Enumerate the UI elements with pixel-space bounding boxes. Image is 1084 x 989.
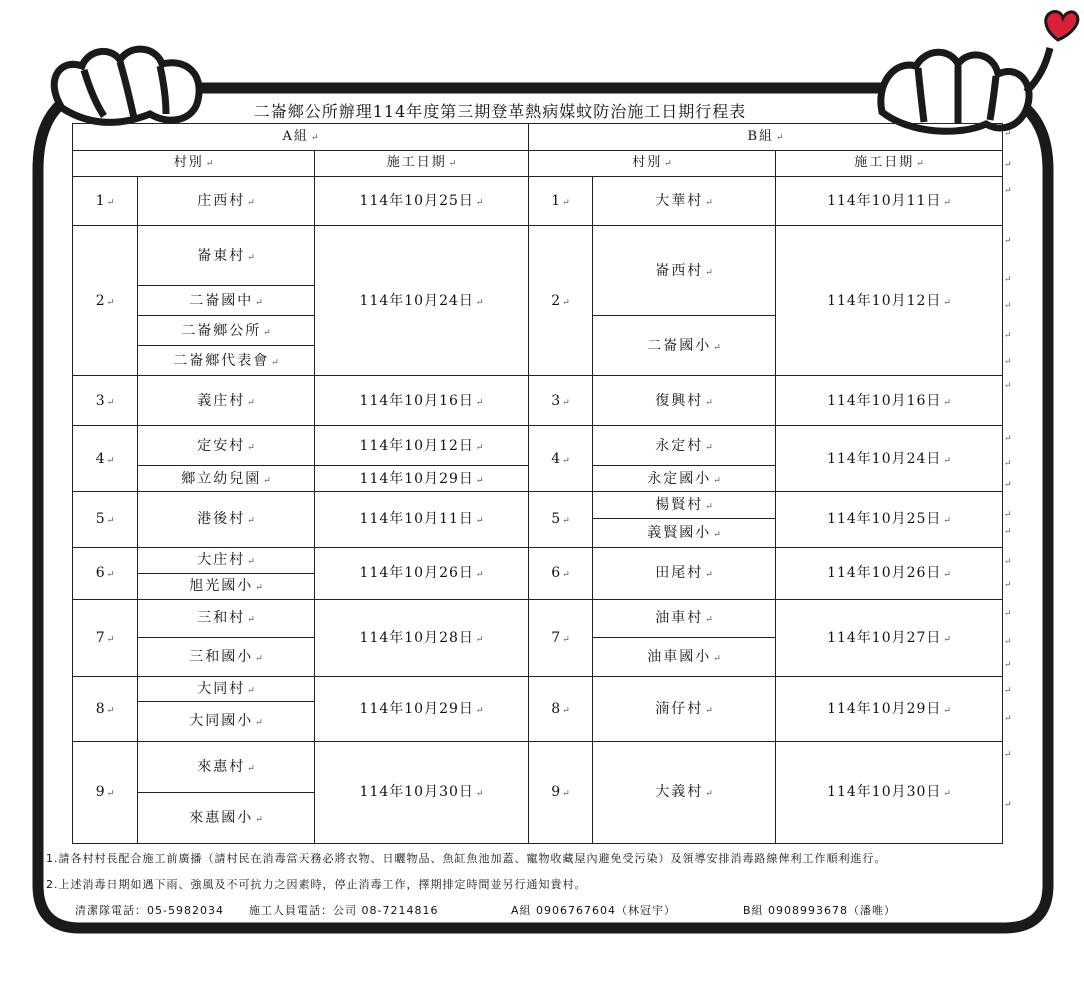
a-date-cell-text: 114年10月29日 — [359, 470, 474, 487]
paragraph-mark-icon: ↵ — [255, 718, 263, 729]
b-date-cell — [776, 226, 1003, 376]
a-row-number-text: 7 — [95, 629, 105, 646]
b-village-cell-text: 湳仔村 — [655, 700, 704, 717]
paragraph-mark-icon: ↵ — [106, 634, 115, 645]
note-2: 2.上述消毒日期如遇下雨、強風及不可抗力之因素時，停止消毒工作，擇期排定時間並另行通知貴村。 — [46, 878, 587, 891]
paragraph-mark-icon: ↵ — [247, 252, 255, 263]
a-village-cell-text: 義庄村 — [197, 392, 246, 409]
note-1: 1.請各村村長配合施工前廣播（請村民在消毒當天務必將衣物、日曬物品、魚缸魚池加蓋、寵物收藏屋內避免受污染）及領導安排消毒路線俾利工作順利進行。 — [46, 852, 887, 865]
a-date-cell-text: 114年10月16日 — [359, 392, 474, 409]
paragraph-mark-icon: ↵ — [106, 789, 115, 800]
right-hand-icon — [881, 48, 1050, 131]
b-row-number-text: 4 — [551, 450, 561, 467]
a-date-cell-text: 114年10月26日 — [359, 564, 474, 581]
paragraph-mark-icon: ↵ — [247, 397, 255, 408]
b-row-number-text: 8 — [551, 700, 561, 717]
paragraph-mark-icon: ↵ — [943, 297, 951, 308]
b-village-cell — [593, 637, 776, 676]
a-date-cell-text: 114年10月12日 — [359, 437, 474, 454]
b-date-cell-text: 114年10月25日 — [827, 511, 942, 528]
a-village-cell-text: 二崙鄉代表會 — [173, 352, 270, 369]
paragraph-mark-icon: ↵ — [1004, 275, 1012, 285]
paragraph-mark-icon: ↵ — [271, 357, 279, 368]
b-village-cell-text: 義賢國小 — [647, 524, 712, 541]
schedule-table — [72, 123, 1003, 844]
crew-phone: 施工人員電話：公司 08-7214816 — [249, 904, 439, 917]
b-date-cell — [776, 492, 1003, 547]
paragraph-mark-icon: ↵ — [1004, 236, 1012, 246]
paragraph-mark-icon: ↵ — [705, 569, 713, 580]
a-village-cell-text: 大同村 — [197, 680, 246, 697]
paragraph-mark-icon: ↵ — [943, 516, 951, 527]
b-village-cell — [593, 492, 776, 519]
table-row — [73, 226, 1003, 286]
paragraph-mark-icon: ↵ — [475, 789, 484, 800]
a-village-cell-text: 庄西村 — [197, 193, 246, 210]
a-village-cell-text: 三和村 — [197, 610, 246, 627]
a-date-cell-text: 114年10月28日 — [359, 629, 474, 646]
table-row — [73, 492, 1003, 519]
a-village-cell-text: 鄉立幼兒園 — [181, 470, 262, 487]
b-date-cell-text: 114年10月30日 — [827, 784, 942, 801]
a-village-cell-text: 二崙國中 — [189, 292, 254, 309]
a-village-cell — [138, 637, 315, 676]
b-village-cell — [593, 376, 776, 426]
paragraph-mark-icon: ↵ — [475, 297, 484, 308]
paragraph-mark-icon: ↵ — [247, 516, 255, 527]
paragraph-mark-icon: ↵ — [247, 442, 255, 453]
cleaning-team-phone: 清潔隊電話：05-5982034 — [75, 904, 224, 917]
a-row-number — [73, 492, 138, 547]
paragraph-mark-icon: ↵ — [1004, 480, 1012, 490]
table-row — [73, 741, 1003, 792]
paragraph-mark-icon: ↵ — [943, 634, 951, 645]
paragraph-mark-icon: ↵ — [713, 529, 721, 540]
b-village-cell-text: 楊賢村 — [655, 497, 704, 514]
heart-icon — [1046, 11, 1078, 40]
b-village-cell — [593, 177, 776, 226]
paragraph-mark-icon: ↵ — [106, 705, 115, 716]
a-row-number — [73, 676, 138, 741]
paragraph-mark-icon: ↵ — [475, 397, 484, 408]
b-date-cell — [776, 426, 1003, 492]
a-row-number-text: 8 — [95, 700, 105, 717]
paragraph-mark-icon: ↵ — [106, 455, 115, 466]
a-row-number — [73, 426, 138, 492]
paragraph-mark-icon: ↵ — [1004, 357, 1012, 367]
group-b-header: B組 ↵ — [529, 124, 1003, 151]
a-village-cell — [138, 376, 315, 426]
paragraph-mark-icon: ↵ — [255, 297, 263, 308]
paragraph-mark-icon: ↵ — [562, 569, 570, 580]
a-date-cell — [315, 492, 529, 547]
paragraph-mark-icon: ↵ — [705, 397, 713, 408]
a-row-number — [73, 547, 138, 599]
paragraph-mark-icon: ↵ — [713, 342, 721, 353]
a-village-cell-text: 來惠國小 — [189, 809, 254, 826]
b-row-number — [529, 547, 593, 599]
table-row — [73, 426, 1003, 466]
paragraph-mark-icon: ↵ — [943, 455, 951, 466]
a-village-cell — [138, 676, 315, 701]
a-village-cell — [138, 316, 315, 346]
b-date-cell — [776, 547, 1003, 599]
a-village-cell-text: 來惠村 — [197, 758, 246, 775]
a-village-cell — [138, 466, 315, 492]
a-row-number — [73, 376, 138, 426]
paragraph-mark-icon: ↵ — [562, 297, 570, 308]
paragraph-mark-icon: ↵ — [1004, 381, 1012, 391]
b-row-number-text: 6 — [551, 564, 561, 581]
paragraph-mark-icon: ↵ — [705, 198, 713, 209]
b-date-cell-text: 114年10月29日 — [827, 700, 942, 717]
b-village-cell-text: 永定國小 — [647, 470, 712, 487]
paragraph-mark-icon: ↵ — [1004, 714, 1012, 724]
paragraph-mark-icon: ↵ — [705, 789, 713, 800]
b-date-cell-text: 114年10月12日 — [827, 292, 942, 309]
paragraph-mark-icon: ↵ — [705, 502, 713, 513]
b-row-number-text: 1 — [551, 193, 561, 210]
b-row-number — [529, 741, 593, 843]
b-row-number-text: 2 — [551, 292, 561, 309]
b-row-number — [529, 492, 593, 547]
paragraph-mark-icon: ↵ — [943, 705, 951, 716]
group-header-row — [73, 124, 1003, 151]
a-village-cell-text: 大庄村 — [197, 551, 246, 568]
b-date-cell — [776, 599, 1003, 676]
a-row-number — [73, 599, 138, 676]
a-village-cell-text: 港後村 — [197, 511, 246, 528]
a-village-cell — [138, 573, 315, 599]
a-village-cell — [138, 426, 315, 466]
b-village-cell-text: 田尾村 — [655, 564, 704, 581]
a-village-cell — [138, 177, 315, 226]
paragraph-mark-icon: ↵ — [1004, 660, 1012, 670]
a-date-cell-text: 114年10月25日 — [359, 193, 474, 210]
a-village-cell — [138, 599, 315, 637]
table-row — [73, 177, 1003, 226]
paragraph-mark-icon: ↵ — [713, 653, 721, 664]
paragraph-mark-icon: ↵ — [1004, 686, 1012, 696]
b-village-cell — [593, 741, 776, 843]
paragraph-mark-icon: ↵ — [475, 705, 484, 716]
paragraph-mark-icon: ↵ — [106, 397, 115, 408]
paragraph-mark-icon: ↵ — [1004, 557, 1012, 567]
b-village-cell-text: 崙西村 — [655, 262, 704, 279]
paragraph-mark-icon: ↵ — [562, 516, 570, 527]
a-village-cell — [138, 226, 315, 286]
a-village-cell — [138, 492, 315, 547]
a-village-cell — [138, 741, 315, 792]
paragraph-mark-icon: ↵ — [106, 569, 115, 580]
paragraph-mark-icon: ↵ — [562, 705, 570, 716]
paragraph-mark-icon: ↵ — [562, 634, 570, 645]
paragraph-mark-icon: ↵ — [1004, 129, 1012, 139]
paragraph-mark-icon: ↵ — [247, 615, 255, 626]
a-row-number-text: 6 — [95, 564, 105, 581]
b-village-cell — [593, 226, 776, 316]
column-header-row — [73, 151, 1003, 177]
paragraph-mark-icon: ↵ — [562, 455, 570, 466]
a-village-cell-text: 二崙鄉公所 — [181, 322, 262, 339]
paragraph-mark-icon: ↵ — [247, 763, 255, 774]
paragraph-mark-icon: ↵ — [1004, 527, 1012, 537]
paragraph-mark-icon: ↵ — [475, 634, 484, 645]
paragraph-mark-icon: ↵ — [1004, 609, 1012, 619]
page-title: 二崙鄉公所辦理114年度第三期登革熱病媒蚊防治施工日期行程表 — [253, 102, 747, 121]
a-date-cell — [315, 177, 529, 226]
paragraph-mark-icon: ↵ — [263, 475, 271, 486]
b-date-cell — [776, 376, 1003, 426]
paragraph-mark-icon: ↵ — [943, 198, 951, 209]
a-row-number — [73, 741, 138, 843]
paragraph-mark-icon: ↵ — [943, 789, 951, 800]
paragraph-mark-icon: ↵ — [475, 198, 484, 209]
paragraph-mark-icon: ↵ — [106, 516, 115, 527]
a-village-cell-text: 崙東村 — [197, 247, 246, 264]
a-village-cell-text: 大同國小 — [189, 713, 254, 730]
paragraph-mark-icon: ↵ — [263, 327, 271, 338]
a-date-cell — [315, 676, 529, 741]
paragraph-mark-icon: ↵ — [475, 569, 484, 580]
b-date-cell — [776, 741, 1003, 843]
a-row-number-text: 9 — [95, 784, 105, 801]
a-date-cell-text: 114年10月29日 — [359, 700, 474, 717]
b-date-cell-text: 114年10月26日 — [827, 564, 942, 581]
a-row-number — [73, 226, 138, 376]
paragraph-mark-icon: ↵ — [247, 198, 255, 209]
a-row-number-text: 1 — [95, 193, 105, 210]
paragraph-mark-icon: ↵ — [106, 198, 115, 209]
a-village-cell — [138, 701, 315, 741]
paragraph-mark-icon: ↵ — [1004, 331, 1012, 341]
a-date-cell — [315, 226, 529, 376]
paragraph-mark-icon: ↵ — [247, 556, 255, 567]
b-row-number-text: 9 — [551, 784, 561, 801]
b-village-cell-text: 復興村 — [655, 392, 704, 409]
a-village-header: 村別 ↵ — [73, 151, 315, 177]
paragraph-mark-icon: ↵ — [1004, 580, 1012, 590]
a-date-cell — [315, 547, 529, 599]
group-a-phone: A組 0906767604（林冠宇） — [511, 904, 677, 917]
b-village-cell — [593, 599, 776, 637]
paragraph-mark-icon: ↵ — [106, 297, 115, 308]
paragraph-mark-icon: ↵ — [705, 705, 713, 716]
paragraph-mark-icon: ↵ — [1004, 301, 1012, 311]
paragraph-mark-icon: ↵ — [1004, 186, 1012, 196]
paragraph-mark-icon: ↵ — [562, 397, 570, 408]
paragraph-mark-icon: ↵ — [255, 814, 263, 825]
b-row-number — [529, 376, 593, 426]
a-village-cell-text: 三和國小 — [189, 648, 254, 665]
b-village-cell — [593, 466, 776, 492]
a-date-cell — [315, 741, 529, 843]
paragraph-mark-icon: ↵ — [255, 583, 263, 593]
paragraph-mark-icon: ↵ — [1004, 637, 1012, 647]
table-row — [73, 376, 1003, 426]
paragraph-mark-icon: ↵ — [1004, 800, 1012, 810]
b-date-cell-text: 114年10月24日 — [827, 450, 942, 467]
table-row — [73, 599, 1003, 637]
a-date-cell — [315, 466, 529, 492]
a-village-cell-text: 定安村 — [197, 437, 246, 454]
paragraph-mark-icon: ↵ — [475, 516, 484, 527]
b-row-number-text: 3 — [551, 392, 561, 409]
b-row-number-text: 5 — [551, 511, 561, 528]
paragraph-mark-icon: ↵ — [1004, 434, 1012, 444]
a-row-number-text: 2 — [95, 292, 105, 309]
b-village-cell-text: 大華村 — [655, 193, 704, 210]
paragraph-mark-icon: ↵ — [475, 475, 484, 486]
a-date-cell-text: 114年10月24日 — [359, 292, 474, 309]
paragraph-mark-icon: ↵ — [1004, 510, 1012, 520]
b-row-number-text: 7 — [551, 629, 561, 646]
a-village-cell — [138, 547, 315, 573]
b-village-cell-text: 大義村 — [655, 784, 704, 801]
b-date-cell-text: 114年10月11日 — [827, 193, 942, 210]
paragraph-mark-icon: ↵ — [475, 442, 484, 453]
paragraph-mark-icon: ↵ — [705, 442, 713, 453]
paragraph-mark-icon: ↵ — [1004, 459, 1012, 469]
a-village-cell — [138, 286, 315, 316]
b-village-cell — [593, 676, 776, 741]
b-village-cell — [593, 316, 776, 376]
b-row-number — [529, 599, 593, 676]
b-row-number — [529, 226, 593, 376]
a-row-number-text: 4 — [95, 450, 105, 467]
a-date-cell-text: 114年10月30日 — [359, 784, 474, 801]
a-row-number-text: 3 — [95, 392, 105, 409]
a-village-cell-text: 旭光國小 — [189, 578, 254, 594]
b-village-cell — [593, 547, 776, 599]
paragraph-mark-icon: ↵ — [247, 685, 255, 696]
b-village-cell-text: 油車國小 — [647, 648, 712, 665]
contact-line — [75, 902, 955, 918]
b-village-cell-text: 二崙國小 — [647, 337, 712, 354]
a-date-header: 施工日期 ↵ — [315, 151, 529, 177]
table-row — [73, 547, 1003, 573]
paragraph-mark-icon: ↵ — [562, 789, 570, 800]
a-date-cell — [315, 599, 529, 676]
table-row — [73, 676, 1003, 701]
group-a-header: A組 ↵ — [73, 124, 529, 151]
paragraph-mark-icon: ↵ — [1004, 750, 1012, 760]
b-date-cell — [776, 177, 1003, 226]
paragraph-mark-icon: ↵ — [255, 653, 263, 664]
a-date-cell — [315, 426, 529, 466]
b-date-cell-text: 114年10月27日 — [827, 629, 942, 646]
paragraph-mark-icon: ↵ — [705, 267, 713, 278]
b-village-cell-text: 永定村 — [655, 437, 704, 454]
b-date-cell — [776, 676, 1003, 741]
b-row-number — [529, 177, 593, 226]
b-village-cell — [593, 519, 776, 547]
paragraph-mark-icon: ↵ — [713, 475, 721, 486]
paragraph-mark-icon: ↵ — [705, 615, 713, 626]
b-village-cell — [593, 426, 776, 466]
a-village-cell — [138, 346, 315, 376]
paragraph-mark-icon: ↵ — [943, 397, 951, 408]
b-date-cell-text: 114年10月16日 — [827, 392, 942, 409]
b-village-cell-text: 油車村 — [655, 610, 704, 627]
b-row-number — [529, 426, 593, 492]
a-date-cell — [315, 376, 529, 426]
a-row-number — [73, 177, 138, 226]
b-village-header: 村別 ↵ — [529, 151, 776, 177]
a-row-number-text: 5 — [95, 511, 105, 528]
a-date-cell-text: 114年10月11日 — [359, 511, 474, 528]
paragraph-mark-icon: ↵ — [1004, 160, 1012, 170]
group-b-phone: B組 0908993678（潘唯） — [743, 904, 897, 917]
paragraph-mark-icon: ↵ — [943, 569, 951, 580]
a-village-cell — [138, 792, 315, 843]
b-row-number — [529, 676, 593, 741]
b-date-header: 施工日期 ↵ — [776, 151, 1003, 177]
paragraph-mark-icon: ↵ — [562, 198, 570, 209]
